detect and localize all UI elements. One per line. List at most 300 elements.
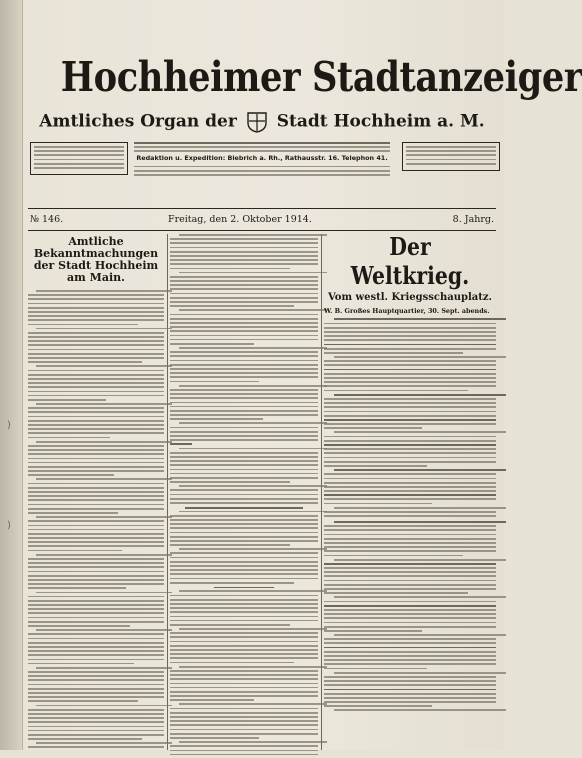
text-line <box>36 554 172 556</box>
text-line <box>170 431 318 433</box>
text-line <box>170 691 318 693</box>
text-line <box>324 486 496 488</box>
text-line <box>170 439 318 441</box>
text-line <box>28 537 164 539</box>
text-line <box>170 540 318 542</box>
text-line <box>28 583 164 585</box>
text-line <box>324 339 496 341</box>
text-line <box>324 369 496 371</box>
text-line <box>170 515 318 517</box>
text-line <box>324 436 496 438</box>
text-line <box>170 435 318 437</box>
text-line <box>170 724 318 726</box>
text-line <box>324 373 496 375</box>
issue-number: № 146. <box>30 214 64 225</box>
text-line <box>324 575 496 577</box>
text-line <box>324 452 496 454</box>
page-fold <box>0 0 23 750</box>
text-line <box>28 679 164 681</box>
text-line <box>28 340 164 342</box>
text-line <box>324 580 496 582</box>
text-line <box>170 343 254 345</box>
text-line <box>28 692 164 694</box>
text-line <box>28 730 164 732</box>
text-line <box>324 659 496 661</box>
war-heading: Der Weltkrieg. <box>350 232 470 290</box>
text-line <box>324 390 468 392</box>
text-line <box>324 655 496 657</box>
text-line <box>28 466 164 468</box>
text-line <box>170 569 318 571</box>
war-lead: W. B. Großes Hauptquartier, 30. Sept. abends. <box>324 307 490 315</box>
text-line <box>170 532 318 534</box>
text-line <box>28 721 164 723</box>
text-line <box>324 465 427 467</box>
text-line <box>324 406 496 408</box>
text-line <box>170 603 318 605</box>
text-line <box>170 397 318 399</box>
text-line <box>324 555 463 557</box>
text-line <box>179 385 327 387</box>
text-line <box>170 389 318 391</box>
text-line <box>170 305 294 307</box>
text-line <box>28 324 138 326</box>
text-line <box>170 737 259 739</box>
notices-heading: Amtliche Bekanntmachungen der Stadt Hochheim am Main. <box>33 235 159 284</box>
text-line <box>28 520 164 522</box>
text-line <box>170 565 318 567</box>
text-line <box>170 573 318 575</box>
text-line <box>170 326 318 328</box>
text-line <box>170 636 318 638</box>
text-line <box>324 647 496 649</box>
info-box-left <box>30 142 128 175</box>
text-line <box>170 708 318 710</box>
text-line <box>170 733 318 735</box>
text-line <box>170 552 318 554</box>
text-line <box>324 693 496 695</box>
text-line <box>28 344 164 346</box>
text-line <box>28 717 164 719</box>
text-line <box>324 550 496 552</box>
text-line <box>324 503 432 505</box>
text-line <box>170 678 318 680</box>
text-line <box>36 705 172 707</box>
text-line <box>36 516 172 518</box>
text-line <box>170 351 318 353</box>
text-line <box>324 331 496 333</box>
text-line <box>324 697 496 699</box>
text-line <box>324 592 468 594</box>
column-official-notices <box>28 234 164 751</box>
text-line <box>179 628 327 630</box>
text-line <box>28 298 164 300</box>
text-line <box>179 590 327 592</box>
text-line <box>170 641 318 643</box>
text-line <box>324 444 496 446</box>
column-separator <box>321 234 322 750</box>
text-line <box>170 582 294 584</box>
text-line <box>170 414 318 416</box>
text-line <box>179 703 327 705</box>
text-line <box>170 402 318 404</box>
text-line <box>28 646 164 648</box>
text-line <box>28 470 164 472</box>
text-line <box>170 255 318 257</box>
masthead-subtitle <box>28 111 496 133</box>
text-line <box>28 659 164 661</box>
text-line <box>28 696 164 698</box>
text-line <box>28 332 164 334</box>
text-line <box>324 609 496 611</box>
text-line <box>170 544 290 546</box>
text-line <box>170 247 318 249</box>
page-content <box>28 0 582 750</box>
text-line <box>28 449 164 451</box>
text-line <box>28 428 164 430</box>
text-line <box>170 406 318 408</box>
text-line <box>179 666 327 668</box>
text-line <box>170 653 318 655</box>
text-line <box>324 689 496 691</box>
text-line <box>170 276 318 278</box>
text-line <box>170 599 318 601</box>
text-line <box>170 699 254 701</box>
subtitle-left: Amtliches Organ der <box>39 111 237 132</box>
text-line <box>28 612 164 614</box>
editor-line: Redaktion u. Expedition: Biebrich a. Rh., Rathausstr. 16. Telephon 41. <box>136 154 388 163</box>
text-line <box>170 427 318 429</box>
text-line <box>324 626 496 628</box>
text-line <box>324 529 496 531</box>
text-line <box>28 512 118 514</box>
text-line <box>28 420 164 422</box>
text-line <box>28 487 164 489</box>
text-line <box>36 290 172 292</box>
text-line <box>170 280 318 282</box>
text-line <box>324 563 496 565</box>
text-line <box>28 550 122 552</box>
text-line <box>28 504 164 506</box>
text-line <box>324 419 496 421</box>
text-line <box>324 402 496 404</box>
text-line <box>36 328 172 330</box>
text-line <box>170 368 318 370</box>
text-line <box>170 284 318 286</box>
text-line <box>324 638 496 640</box>
text-line <box>28 357 164 359</box>
text-line <box>28 315 164 317</box>
text-line <box>170 611 318 613</box>
text-line <box>324 525 496 527</box>
text-line <box>334 521 506 523</box>
text-line <box>170 360 318 362</box>
text-line <box>324 676 496 678</box>
text-line <box>28 370 164 372</box>
text-line <box>28 499 164 501</box>
text-line <box>28 382 164 384</box>
text-line <box>36 403 172 405</box>
text-line <box>170 314 318 316</box>
text-line <box>28 424 164 426</box>
text-line <box>334 356 506 358</box>
text-line <box>170 473 318 475</box>
notice-number <box>170 443 318 445</box>
text-line <box>324 423 496 425</box>
text-line <box>170 683 318 685</box>
text-line <box>170 259 318 261</box>
text-line <box>324 651 496 653</box>
text-line <box>170 527 318 529</box>
text-line <box>324 705 432 707</box>
text-line <box>28 495 164 497</box>
text-line <box>170 595 318 597</box>
text-line <box>28 738 142 740</box>
text-line <box>28 604 164 606</box>
text-line <box>324 534 496 536</box>
text-line <box>324 684 496 686</box>
text-line <box>170 297 318 299</box>
text-line <box>28 474 114 476</box>
text-line <box>334 318 506 320</box>
text-line <box>28 349 164 351</box>
text-line <box>324 622 496 624</box>
text-line <box>334 559 506 561</box>
text-line <box>28 437 110 439</box>
text-line <box>28 453 164 455</box>
text-line <box>179 548 327 550</box>
column-war-report <box>324 234 496 714</box>
text-line <box>28 411 164 413</box>
text-line <box>28 642 164 644</box>
text-line <box>170 674 318 676</box>
text-line <box>28 336 164 338</box>
text-line <box>324 668 427 670</box>
text-line <box>170 301 318 303</box>
text-line <box>334 507 506 509</box>
text-line <box>170 620 318 622</box>
text-line <box>170 578 318 580</box>
text-line <box>170 519 318 521</box>
text-line <box>170 745 318 747</box>
text-line <box>170 381 259 383</box>
subtitle-right: Stadt Hochheim a. M. <box>276 111 485 132</box>
text-line <box>170 293 318 295</box>
text-line <box>334 394 506 396</box>
publication-info <box>124 138 400 178</box>
text-line <box>170 288 318 290</box>
text-line <box>170 238 318 240</box>
text-line <box>170 410 318 412</box>
text-line <box>28 458 164 460</box>
text-line <box>28 734 164 736</box>
notice-title <box>170 587 318 589</box>
text-line <box>28 571 164 573</box>
text-line <box>334 634 506 636</box>
text-line <box>28 675 164 677</box>
text-line <box>170 263 318 265</box>
text-line <box>170 657 318 659</box>
text-line <box>28 663 134 665</box>
text-line <box>28 399 106 401</box>
text-line <box>28 638 164 640</box>
bottom-rule <box>28 230 496 231</box>
text-line <box>170 616 318 618</box>
text-line <box>170 364 318 366</box>
text-line <box>28 608 164 610</box>
text-line <box>324 352 463 354</box>
text-line <box>28 407 164 409</box>
text-line <box>28 525 164 527</box>
text-line <box>324 344 496 346</box>
text-line <box>324 642 496 644</box>
text-line <box>324 511 496 513</box>
text-line <box>170 607 318 609</box>
fold-mark: ) <box>7 520 11 531</box>
text-line <box>28 746 164 748</box>
text-line <box>28 462 164 464</box>
text-line <box>170 322 318 324</box>
text-line <box>324 584 496 586</box>
text-line <box>324 680 496 682</box>
text-line <box>36 478 172 480</box>
city-crest-icon <box>247 111 267 133</box>
text-line <box>170 460 318 462</box>
text-line <box>170 418 263 420</box>
text-line <box>324 567 496 569</box>
text-line <box>324 335 496 337</box>
text-line <box>170 481 290 483</box>
text-line <box>324 515 496 517</box>
text-line <box>334 596 506 598</box>
text-line <box>334 469 506 471</box>
text-line <box>170 502 318 504</box>
text-line <box>179 347 327 349</box>
text-line <box>179 741 327 743</box>
text-line <box>324 348 496 350</box>
text-line <box>324 457 496 459</box>
text-line <box>324 663 496 665</box>
masthead-title: Hochheimer Stadtanzeiger <box>60 53 582 101</box>
text-line <box>28 596 164 598</box>
text-line <box>28 650 164 652</box>
text-line <box>170 716 318 718</box>
text-line <box>324 490 496 492</box>
text-line <box>170 335 318 337</box>
text-line <box>170 536 318 538</box>
text-line <box>179 272 327 274</box>
text-line <box>170 523 318 525</box>
text-line <box>170 561 318 563</box>
fold-mark: ) <box>7 420 11 431</box>
text-line <box>170 456 318 458</box>
text-line <box>324 385 496 387</box>
text-line <box>170 729 318 731</box>
text-line <box>28 625 130 627</box>
text-line <box>324 364 496 366</box>
text-line <box>28 416 164 418</box>
text-line <box>36 742 172 744</box>
text-line <box>28 391 164 393</box>
text-line <box>28 491 164 493</box>
text-line <box>324 482 496 484</box>
text-line <box>324 461 496 463</box>
text-line <box>170 242 318 244</box>
text-line <box>170 670 318 672</box>
text-line <box>179 448 327 450</box>
text-line <box>324 427 422 429</box>
text-line <box>28 311 164 313</box>
column-notices <box>170 234 318 758</box>
text-line <box>170 712 318 714</box>
text-line <box>334 709 506 711</box>
text-line <box>28 445 164 447</box>
text-line <box>28 395 164 397</box>
text-line <box>28 654 164 656</box>
text-line <box>324 571 496 573</box>
text-line <box>170 318 318 320</box>
text-line <box>170 662 294 664</box>
text-line <box>28 566 164 568</box>
text-line <box>324 601 496 603</box>
text-line <box>179 309 327 311</box>
text-line <box>170 754 318 756</box>
text-line <box>28 378 164 380</box>
text-line <box>324 546 496 548</box>
text-line <box>170 372 318 374</box>
text-line <box>36 365 172 367</box>
text-line <box>324 498 496 500</box>
text-line <box>324 617 496 619</box>
text-line <box>28 684 164 686</box>
text-line <box>324 398 496 400</box>
text-line <box>324 494 496 496</box>
text-line <box>324 542 496 544</box>
text-line <box>324 473 496 475</box>
text-line <box>170 494 318 496</box>
text-line <box>324 360 496 362</box>
text-line <box>28 617 164 619</box>
text-line <box>28 688 164 690</box>
text-line <box>324 448 496 450</box>
text-line <box>324 327 496 329</box>
text-line <box>170 355 318 357</box>
text-line <box>170 632 318 634</box>
text-line <box>170 376 318 378</box>
text-line <box>170 469 318 471</box>
text-line <box>324 381 496 383</box>
text-line <box>170 750 318 752</box>
text-line <box>28 483 164 485</box>
text-line <box>28 558 164 560</box>
text-line <box>324 478 496 480</box>
text-line <box>28 432 164 434</box>
text-line <box>170 251 318 253</box>
text-line <box>28 713 164 715</box>
text-line <box>170 393 318 395</box>
text-line <box>324 538 496 540</box>
text-line <box>170 645 318 647</box>
text-line <box>28 353 164 355</box>
text-line <box>28 361 142 363</box>
text-line <box>324 411 496 413</box>
text-line <box>324 630 422 632</box>
text-line <box>324 440 496 442</box>
text-line <box>28 579 164 581</box>
text-line <box>28 671 164 673</box>
text-line <box>28 303 164 305</box>
text-line <box>179 485 327 487</box>
